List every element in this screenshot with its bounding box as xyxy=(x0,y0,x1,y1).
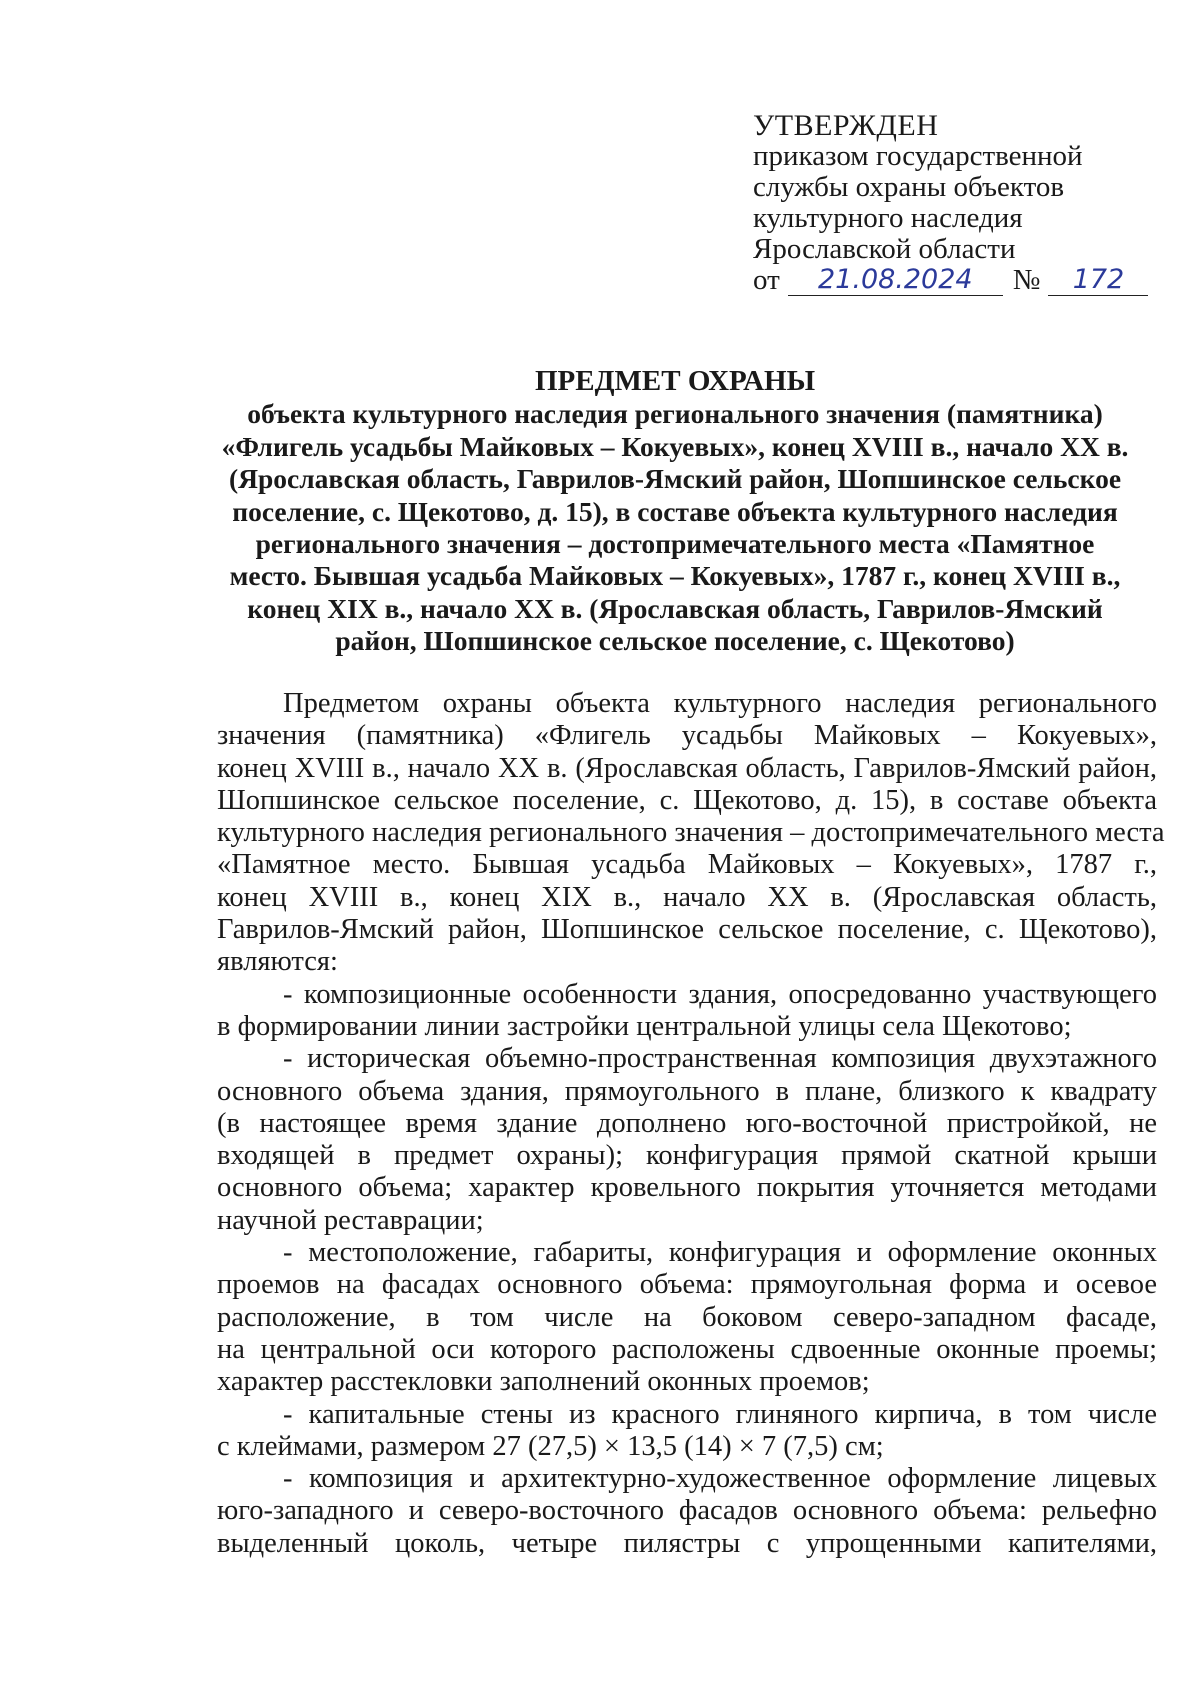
title-line: конец XIX в., начало XX в. (Ярославская область, Гаврилов-Ямский xyxy=(247,592,1103,624)
list-item-line: расположение, в том числе на боковом северо-западном фасаде, xyxy=(217,1301,1157,1333)
list-item-line: в формировании линии застройки центральной улицы села Щекотово; xyxy=(217,1010,1072,1042)
body-line: конец XVIII в., начало XX в. (Ярославская область, Гаврилов-Ямский район, xyxy=(217,752,1157,784)
title-line: район, Шопшинское сельское поселение, с. Щекотово) xyxy=(335,625,1015,657)
list-item-line: выделенный цоколь, четыре пилястры с упрощенными капителями, xyxy=(217,1527,1157,1559)
list-item-line: - композиционные особенности здания, опосредованно участвующего xyxy=(283,978,1157,1010)
list-item-line: основного объема; характер кровельного покрытия уточняется методами xyxy=(217,1172,1157,1204)
list-item-line: (в настоящее время здание дополнено юго-восточной пристройкой, не xyxy=(217,1107,1157,1139)
list-item-line: юго-западного и северо-восточного фасадов основного объема: рельефно xyxy=(217,1495,1157,1527)
list-item-line: - историческая объемно-пространственная композиция двухэтажного xyxy=(283,1043,1157,1075)
approval-line: приказом государственной xyxy=(753,140,1083,172)
list-item-line: - капитальные стены из красного глиняного кирпича, в том числе xyxy=(283,1398,1157,1430)
approval-line: Ярославской области xyxy=(753,233,1016,265)
body-line: Гаврилов-Ямский район, Шопшинское сельское поселение, с. Щекотово), xyxy=(217,914,1157,946)
list-item-line: основного объема здания, прямоугольного в плане, близкого к квадрату xyxy=(217,1075,1157,1107)
document-title xyxy=(200,365,1150,658)
number-sign: № xyxy=(1012,264,1041,296)
approval-heading: УТВЕРЖДЕН xyxy=(753,109,939,142)
handwritten-number: 172 xyxy=(1048,265,1148,296)
body-line: Шопшинское сельское поселение, с. Щекотово, д. 15), в составе объекта xyxy=(217,784,1157,816)
body-line: значения (памятника) «Флигель усадьбы Майковых – Кокуевых», xyxy=(217,720,1157,752)
body-line: культурного наследия регионального значения – достопримечательного места xyxy=(217,817,1165,849)
approval-stamp-block xyxy=(753,110,1153,296)
body-line: Предметом охраны объекта культурного наследия регионального xyxy=(283,688,1157,719)
body-line: являются: xyxy=(217,946,338,978)
body-line: конец XVIII в., конец XIX в., начало XX в. (Ярославская область, xyxy=(217,881,1157,913)
approval-line: культурного наследия xyxy=(753,202,1023,234)
title-line: место. Бывшая усадьба Майковых – Кокуевых», 1787 г., конец XVIII в., xyxy=(229,560,1121,592)
list-item-line: характер расстекловки заполнений оконных проемов; xyxy=(217,1366,870,1398)
list-item-line: - композиция и архитектурно-художественное оформление лицевых xyxy=(283,1463,1157,1495)
title-main: ПРЕДМЕТ ОХРАНЫ xyxy=(534,365,816,397)
list-item-line: входящей в предмет охраны); конфигурация прямой скатной крыши xyxy=(217,1140,1157,1172)
list-item-line: научной реставрации; xyxy=(217,1204,484,1236)
list-item-line: с клеймами, размером 27 (27,5) × 13,5 (14) × 7 (7,5) см; xyxy=(217,1430,884,1462)
list-item-line: на центральной оси которого расположены сдвоенные оконные проемы; xyxy=(217,1333,1157,1365)
approval-date-row xyxy=(753,265,1153,296)
approval-line: службы охраны объектов xyxy=(753,171,1065,203)
list-item-line: - местоположение, габариты, конфигурация и оформление оконных xyxy=(283,1237,1157,1269)
date-prefix: от xyxy=(753,264,780,296)
title-line: «Флигель усадьбы Майковых – Кокуевых», конец XVIII в., начало XX в. xyxy=(221,430,1129,462)
title-line: объекта культурного наследия регионального значения (памятника) xyxy=(247,398,1103,430)
title-line: регионального значения – достопримечательного места «Памятное xyxy=(255,528,1095,560)
body-line: «Памятное место. Бывшая усадьба Майковых – Кокуевых», 1787 г., xyxy=(217,849,1157,881)
handwritten-date: 21.08.2024 xyxy=(788,265,1003,296)
document-body xyxy=(217,688,1165,1560)
list-item-line: проемов на фасадах основного объема: прямоугольная форма и осевое xyxy=(217,1269,1157,1301)
title-line: поселение, с. Щекотово, д. 15), в составе объекта культурного наследия xyxy=(232,495,1118,527)
title-line: (Ярославская область, Гаврилов-Ямский район, Шопшинское сельское xyxy=(228,463,1122,495)
